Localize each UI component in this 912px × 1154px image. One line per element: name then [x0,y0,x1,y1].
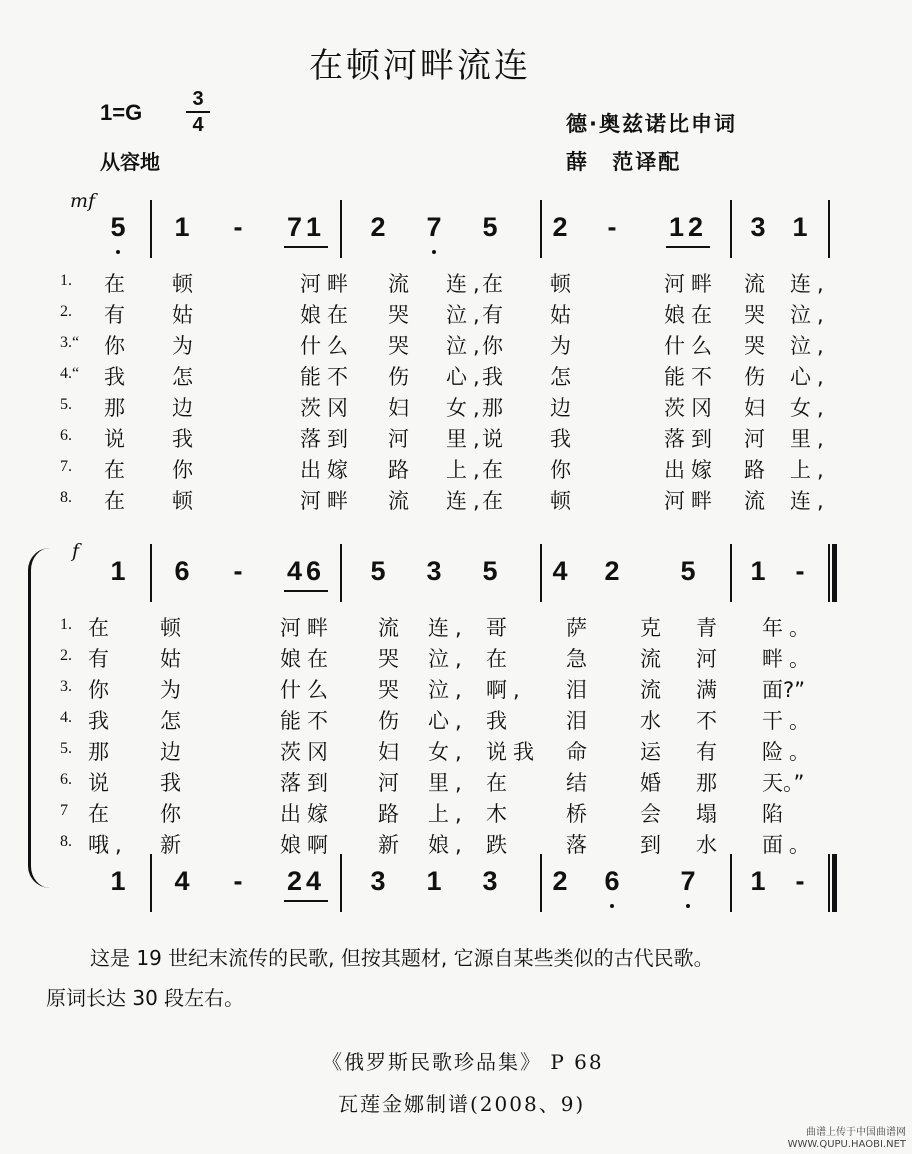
lyric-syllable: 水 [640,709,661,733]
lyric-syllable: 落到 [664,427,718,451]
lyric-syllable: 会 [640,802,661,826]
note: 7 [426,212,442,242]
verse-number: 2. [60,303,72,320]
watermark-line-2: WWW.QUPU.HAOBI.NET [787,1139,906,1150]
eighth-underline [284,900,328,902]
lyric-syllable: 天。” [762,771,805,795]
barline [340,200,342,258]
barline [540,544,542,602]
lyric-syllable: 有 [104,303,125,327]
lyric-syllable: 哥 [486,616,507,640]
lyric-syllable: 娘在 [664,303,718,327]
note: 3 [426,556,442,586]
lyric-syllable: 连, [790,272,830,296]
lyric-syllable: 河畔 [300,272,354,296]
lyric-syllable: 女, [790,396,830,420]
lyric-syllable: 泪 [566,709,587,733]
lyric-syllable: 边 [172,396,193,420]
lyric-syllable: 我 [88,709,109,733]
note: 2 [552,212,568,242]
lyric-syllable: 木 [486,802,507,826]
lyric-syllable: 那 [104,396,125,420]
lyric-syllable: 我 [104,365,125,389]
lyric-syllable: 河 [378,771,399,795]
time-signature [186,88,210,136]
lyric-syllable: 河畔 [280,616,334,640]
verse-number: 1. [60,272,72,289]
lyric-syllable: 陷 [762,802,783,826]
note: 12 [668,212,708,242]
lyric-syllable: 流 [388,272,409,296]
lyric-syllable: 年。 [762,616,816,640]
lyric-syllable: 在 [88,616,109,640]
lyric-syllable: 塌 [696,802,717,826]
lyric-syllable: 娘在 [280,647,334,671]
lyric-syllable: 边 [550,396,571,420]
note: 3 [370,866,386,896]
lyric-syllable: 心, [790,365,830,389]
lyric-syllable: 在 [88,802,109,826]
verse-number: 3. [60,678,72,695]
lyric-syllable: 你 [160,802,181,826]
lyric-syllable: 姑 [550,303,571,327]
lyric-syllable: 娘, [428,833,468,857]
lyric-syllable: 怎 [160,709,181,733]
lyric-syllable: 连, [446,272,486,296]
note: - [607,212,617,242]
lyric-syllable: 你 [550,458,571,482]
lyric-syllable: 心, [428,709,468,733]
verse-number: 4. [60,709,72,726]
lyric-syllable: 娘在 [300,303,354,327]
lyric-syllable: 有 [482,303,503,327]
note: 1 [110,556,126,586]
lyric-syllable: 顿 [160,616,181,640]
source-book: 《俄罗斯民歌珍品集》 P 68 [322,1050,604,1074]
key-signature: 1=G [100,100,143,125]
lyric-syllable: 在 [482,458,503,482]
barline [340,854,342,912]
low-octave-dot [610,904,614,908]
note: 2 [604,556,620,586]
lyric-syllable: 什么 [664,334,718,358]
lyric-syllable: 流 [640,647,661,671]
lyric-syllable: 急 [566,647,587,671]
lyric-syllable: 我 [486,709,507,733]
lyric-syllable: 边 [160,740,181,764]
lyric-syllable: 心, [446,365,486,389]
verse-number: 1. [60,616,72,633]
note: 7 [680,866,696,896]
lyric-syllable: 出嫁 [664,458,718,482]
note: 5 [482,212,498,242]
low-octave-dot [432,250,436,254]
historical-note-line-1: 这是 19 世纪末流传的民歌, 但按其题材, 它源自某些类似的古代民歌。 [90,946,714,970]
lyric-syllable: 面?” [762,678,806,702]
verse-number: 6. [60,427,72,444]
barline [828,200,830,258]
lyric-syllable: 娘啊 [280,833,334,857]
lyric-syllable: 连, [790,489,830,513]
page-title: 在顿河畔流连 [309,46,531,86]
lyric-syllable: 上, [446,458,486,482]
lyric-syllable: 运 [640,740,661,764]
lyricist-credit: 德·奥兹诺比申词 [566,112,737,136]
barline [828,544,830,602]
lyric-syllable: 说 [88,771,109,795]
system-brace [28,548,59,888]
note: 71 [286,212,326,242]
lyric-syllable: 哭 [378,678,399,702]
lyric-syllable: 结 [566,771,587,795]
lyric-syllable: 为 [172,334,193,358]
lyric-syllable: 茨冈 [300,396,354,420]
lyric-syllable: 畔。 [762,647,816,671]
barline [540,200,542,258]
lyric-syllable: 流 [744,272,765,296]
note: 24 [286,866,326,896]
lyric-syllable: 在 [486,647,507,671]
note: 1 [110,866,126,896]
lyric-syllable: 哭 [378,647,399,671]
low-octave-dot [686,904,690,908]
note: 1 [174,212,190,242]
lyric-syllable: 我 [550,427,571,451]
lyric-syllable: 新 [160,833,181,857]
lyric-syllable: 跌 [486,833,507,857]
dynamic-mf: mf [70,190,96,212]
lyric-syllable: 你 [104,334,125,358]
lyric-syllable: 河 [744,427,765,451]
lyric-syllable: 姑 [172,303,193,327]
lyric-syllable: 出嫁 [280,802,334,826]
note: - [233,866,243,896]
time-sig-bottom: 4 [192,114,204,136]
lyric-syllable: 泣, [446,334,486,358]
lyric-syllable: 哭 [388,303,409,327]
lyric-syllable: 河畔 [664,489,718,513]
lyric-syllable: 你 [482,334,503,358]
time-sig-bar [186,111,210,113]
lyric-syllable: 流 [388,489,409,513]
barline [540,854,542,912]
barline [730,854,732,912]
barline [150,544,152,602]
lyric-syllable: 什么 [300,334,354,358]
lyric-syllable: 能不 [300,365,354,389]
lyric-syllable: 连, [446,489,486,513]
lyric-syllable: 顿 [172,272,193,296]
final-barline-thick [832,854,837,912]
verse-number: 7. [60,458,72,475]
barline [340,544,342,602]
note: 5 [482,556,498,586]
lyric-syllable: 有 [88,647,109,671]
lyric-syllable: 啊, [486,678,526,702]
lyric-syllable: 连, [428,616,468,640]
lyric-syllable: 为 [160,678,181,702]
lyric-syllable: 哭 [388,334,409,358]
lyric-syllable: 面。 [762,833,816,857]
note: - [795,556,805,586]
lyric-syllable: 新 [378,833,399,857]
lyric-syllable: 泣, [790,334,830,358]
lyric-syllable: 路 [388,458,409,482]
note: 5 [110,212,126,242]
lyric-syllable: 说 [104,427,125,451]
lyric-syllable: 在 [104,458,125,482]
lyric-syllable: 泣, [446,303,486,327]
lyric-syllable: 险。 [762,740,816,764]
lyric-syllable: 什么 [280,678,334,702]
lyric-syllable: 我 [160,771,181,795]
verse-number: 8. [60,489,72,506]
lyric-syllable: 河畔 [664,272,718,296]
note: 1 [750,866,766,896]
lyric-syllable: 我 [172,427,193,451]
lyric-syllable: 在 [104,489,125,513]
lyric-syllable: 茨冈 [280,740,334,764]
lyric-syllable: 顿 [550,272,571,296]
note: 1 [792,212,808,242]
lyric-syllable: 在 [486,771,507,795]
lyric-syllable: 哭 [744,334,765,358]
final-barline-thick [832,544,837,602]
lyric-syllable: 干。 [762,709,816,733]
lyric-syllable: 女, [428,740,468,764]
lyric-syllable: 你 [88,678,109,702]
verse-number: 5. [60,396,72,413]
note: 1 [426,866,442,896]
lyric-syllable: 妇 [378,740,399,764]
lyric-syllable: 能不 [280,709,334,733]
note: 4 [552,556,568,586]
lyric-syllable: 里, [428,771,468,795]
lyric-syllable: 那 [88,740,109,764]
lyric-syllable: 有 [696,740,717,764]
lyric-syllable: 上, [428,802,468,826]
note: 2 [552,866,568,896]
lyric-syllable: 说我 [486,740,540,764]
lyric-syllable: 青 [696,616,717,640]
note: 1 [750,556,766,586]
lyric-syllable: 女, [446,396,486,420]
dynamic-f: f [72,540,80,562]
maker-credit: 瓦莲金娜制谱(2008、9) [338,1092,586,1116]
note: 5 [680,556,696,586]
historical-note-line-2: 原词长达 30 段左右。 [46,986,245,1010]
lyric-syllable: 萨 [566,616,587,640]
watermark-line-1: 曲谱上传于中国曲谱网 [806,1127,906,1138]
barline [730,544,732,602]
lyric-syllable: 泣, [428,647,468,671]
note: 5 [370,556,386,586]
lyric-syllable: 上, [790,458,830,482]
lyric-syllable: 不 [696,709,717,733]
barline [150,854,152,912]
note: - [233,556,243,586]
lyric-syllable: 姑 [160,647,181,671]
lyric-syllable: 在 [482,272,503,296]
note: 4 [174,866,190,896]
lyric-syllable: 克 [640,616,661,640]
lyric-syllable: 水 [696,833,717,857]
lyric-syllable: 怎 [550,365,571,389]
note: - [233,212,243,242]
lyric-syllable: 妇 [388,396,409,420]
barline [730,200,732,258]
tempo-marking: 从容地 [100,150,160,174]
lyric-syllable: 出嫁 [300,458,354,482]
lyric-syllable: 在 [482,489,503,513]
lyric-syllable: 到 [640,833,661,857]
translator-credit: 薛 范译配 [566,150,682,174]
lyric-syllable: 泣, [428,678,468,702]
lyric-syllable: 说 [482,427,503,451]
lyric-syllable: 哦, [88,833,128,857]
lyric-syllable: 那 [696,771,717,795]
lyric-syllable: 茨冈 [664,396,718,420]
note: 2 [370,212,386,242]
verse-number: 2. [60,647,72,664]
verse-number: 3.“ [60,334,80,351]
lyric-syllable: 伤 [744,365,765,389]
time-sig-top: 3 [192,88,204,110]
lyric-syllable: 桥 [566,802,587,826]
lyric-syllable: 妇 [744,396,765,420]
lyric-syllable: 怎 [172,365,193,389]
lyric-syllable: 河 [388,427,409,451]
eighth-underline [284,246,328,248]
note: 6 [174,556,190,586]
lyric-syllable: 路 [378,802,399,826]
verse-number: 5. [60,740,72,757]
lyric-syllable: 泪 [566,678,587,702]
lyric-syllable: 流 [640,678,661,702]
note: - [795,866,805,896]
note: 6 [604,866,620,896]
lyric-syllable: 为 [550,334,571,358]
barline [150,200,152,258]
lyric-syllable: 伤 [388,365,409,389]
lyric-syllable: 里, [446,427,486,451]
lyric-syllable: 顿 [550,489,571,513]
eighth-underline [666,246,710,248]
lyric-syllable: 河畔 [300,489,354,513]
lyric-syllable: 哭 [744,303,765,327]
barline [828,854,830,912]
low-octave-dot [116,250,120,254]
lyric-syllable: 命 [566,740,587,764]
verse-number: 8. [60,833,72,850]
lyric-syllable: 婚 [640,771,661,795]
lyric-syllable: 落到 [280,771,334,795]
lyric-syllable: 河 [696,647,717,671]
lyric-syllable: 落到 [300,427,354,451]
lyric-syllable: 能不 [664,365,718,389]
note: 3 [750,212,766,242]
verse-number: 7 [60,802,68,819]
lyric-syllable: 落 [566,833,587,857]
lyric-syllable: 那 [482,396,503,420]
lyric-syllable: 泣, [790,303,830,327]
lyric-syllable: 里, [790,427,830,451]
eighth-underline [284,590,328,592]
lyric-syllable: 流 [744,489,765,513]
note: 3 [482,866,498,896]
lyric-syllable: 你 [172,458,193,482]
note: 46 [286,556,326,586]
verse-number: 4.“ [60,365,80,382]
verse-number: 6. [60,771,72,788]
lyric-syllable: 顿 [172,489,193,513]
lyric-syllable: 流 [378,616,399,640]
lyric-syllable: 我 [482,365,503,389]
lyric-syllable: 伤 [378,709,399,733]
lyric-syllable: 路 [744,458,765,482]
lyric-syllable: 满 [696,678,717,702]
lyric-syllable: 在 [104,272,125,296]
